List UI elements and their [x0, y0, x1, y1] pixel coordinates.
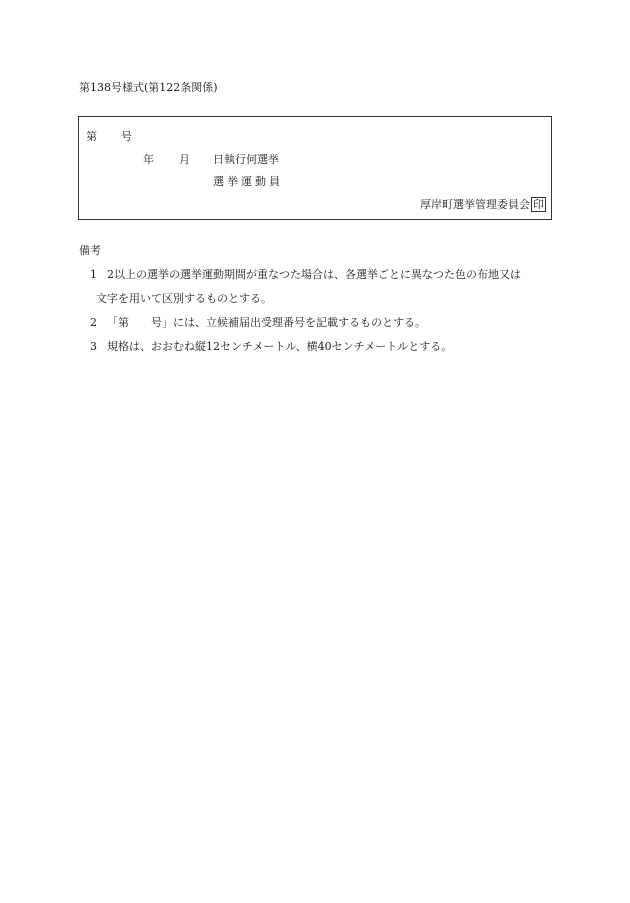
issuer-line: [420, 197, 546, 212]
number-label-go: 号: [121, 130, 132, 143]
remarks-heading: 備考: [79, 244, 101, 257]
month-label: 月: [179, 153, 190, 166]
remark-item-1-continuation: 文字を用いて区別するものとする。: [96, 292, 272, 305]
remark-text: 規格は、おおむね縦12センチメートル、横40センチメートルとする。: [107, 340, 453, 353]
remark-number: 2: [90, 316, 97, 329]
year-label: 年: [143, 153, 154, 166]
election-title: 日執行何選挙: [213, 153, 279, 166]
armband-template-box: [78, 116, 552, 220]
issuer-name: 厚岸町選挙管理委員会: [420, 198, 530, 211]
number-label-dai: 第: [86, 130, 97, 143]
seal-mark: 印: [533, 198, 544, 211]
form-title: 第138号様式(第122条関係): [79, 81, 218, 94]
remark-number: 1: [90, 268, 97, 281]
remark-number: 3: [90, 340, 97, 353]
role-label: 選挙運動員: [213, 175, 283, 188]
remark-text: 「第 号」には、立候補届出受理番号を記載するものとする。: [107, 316, 426, 329]
remark-text: 2以上の選挙の選挙運動期間が重なつた場合は、各選挙ごとに異なつた色の布地又は: [107, 268, 521, 281]
